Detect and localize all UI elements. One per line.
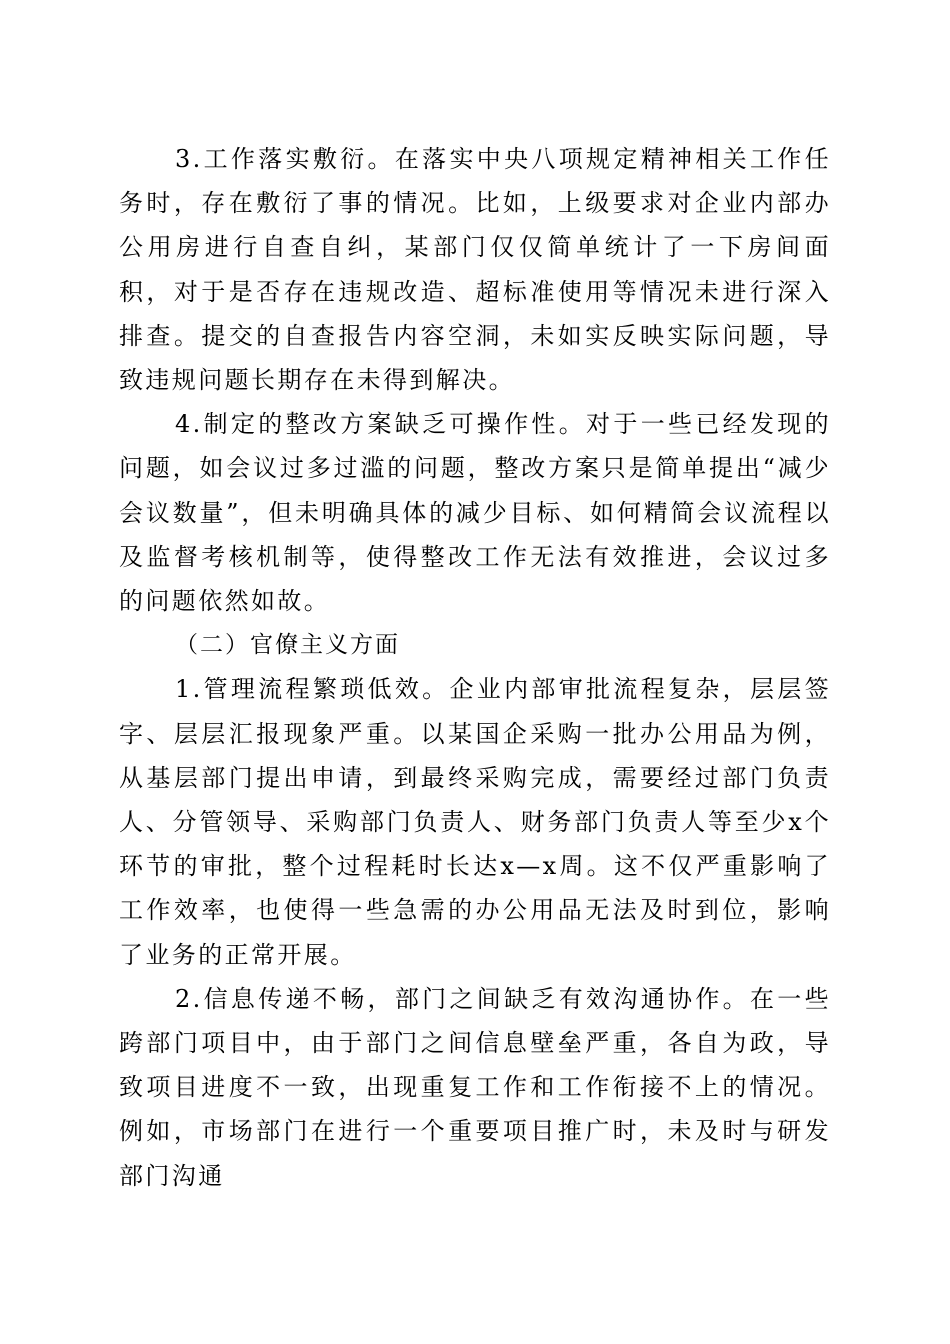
paragraph-item-4: 4.制定的整改方案缺乏可操作性。对于一些已经发现的问题，如会议过多过滥的问题，整改方案只是简单提出“减少会议数量”，但未明确具体的减少目标、如何精简会议流程以及监督考核机制等，使得整改工作无法有效推进，会议过多的问题依然如故。	[119, 410, 831, 616]
paragraph-bureaucracy-2: 2.信息传递不畅，部门之间缺乏有效沟通协作。在一些跨部门项目中，由于部门之间信息壁垒严重，各自为政，导致项目进度不一致，出现重复工作和工作衔接不上的情况。例如，市场部门在进行一个重要项目推广时，未及时与研发部门沟通	[119, 984, 831, 1190]
document-body	[119, 137, 831, 1198]
section-heading: （二）官僚主义方面	[175, 632, 400, 659]
paragraph-item-3: 3.工作落实敷衍。在落实中央八项规定精神相关工作任务时，存在敷衍了事的情况。比如，上级要求对企业内部办公用房进行自查自纠，某部门仅仅简单统计了一下房间面积，对于是否存在违规改造、超标准使用等情况未进行深入排查。提交的自查报告内容空洞，未如实反映实际问题，导致违规问题长期存在未得到解决。	[119, 145, 831, 395]
paragraph-bureaucracy-1: 1.管理流程繁琐低效。企业内部审批流程复杂，层层签字、层层汇报现象严重。以某国企采购一批办公用品为例，从基层部门提出申请，到最终采购完成，需要经过部门负责人、分管领导、采购部门负责人、财务部门负责人等至少x个环节的审批，整个过程耗时长达x—x周。这不仅严重影响了工作效率，也使得一些急需的办公用品无法及时到位，影响了业务的正常开展。	[119, 675, 831, 969]
